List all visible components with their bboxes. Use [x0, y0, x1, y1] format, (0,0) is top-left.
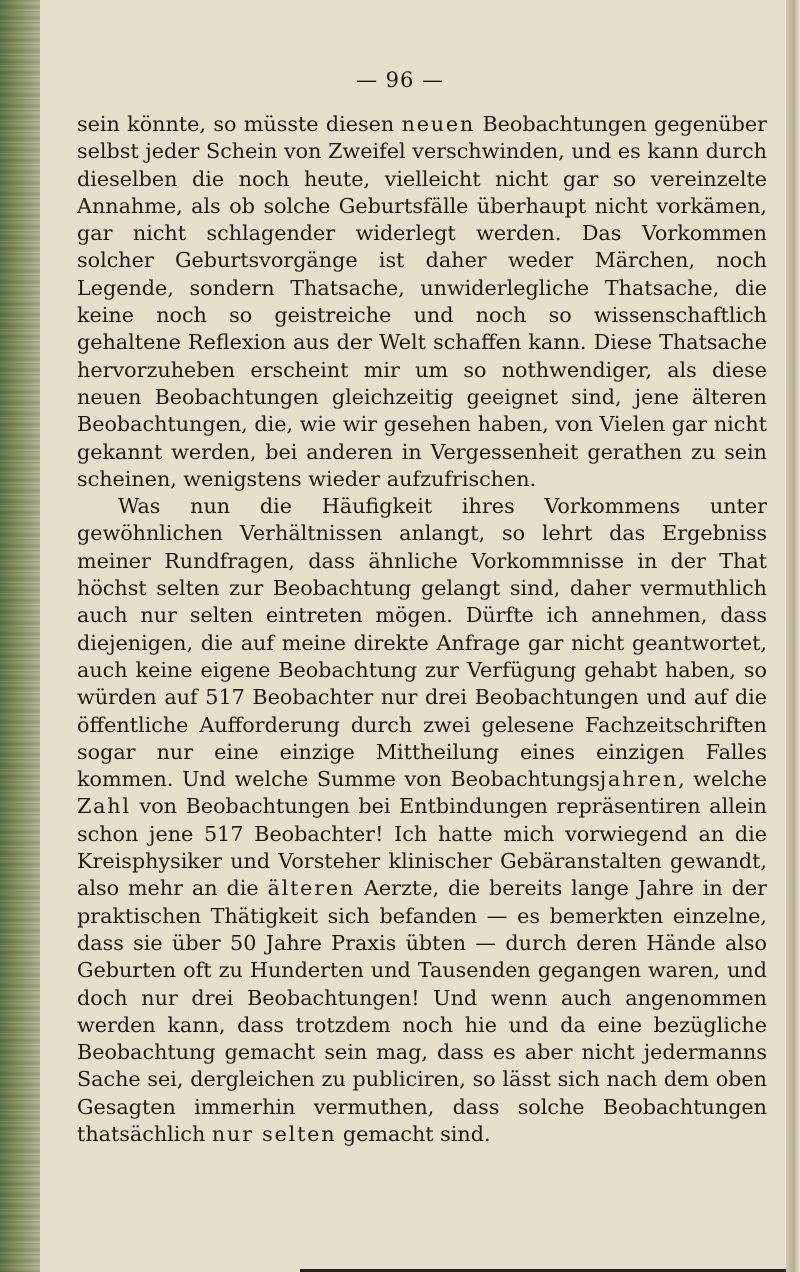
paragraph-1 — [77, 111, 767, 493]
paragraph-2-text: Was nun die Häufigkeit ihres Vorkommens unter gewöhnlichen Verhältnissen anlangt, so lehrt das Ergebniss meiner Rundfragen, dass ähnliche Vorkommnisse in der That höchst selten zur Beobachtung gelangt sind, daher vermuthlich auch nur selten eintreten mögen. Dürfte ich annehmen, dass diejenigen, die auf meine direkte Anfrage gar nicht geantwortet, auch keine eigene Beobachtung zur Verfügung gehabt haben, so würden auf 517 Beobachter nur drei Beobachtungen und auf die öffentliche Aufforderung durch zwei gelesene Fachzeitschriften sogar nur eine einzige Mittheilung eines einzigen Falles kommen. Und welche Summe von Beobachtungs — [77, 494, 767, 792]
scan-left-edge — [0, 0, 40, 1272]
paragraph-2-text: gemacht sind. — [336, 1121, 491, 1146]
scan-right-edge — [786, 0, 800, 1272]
paragraph-2 — [77, 493, 767, 1148]
emphasis-nur-selten: nur selten — [211, 1121, 337, 1146]
emphasis-neuen: neuen — [401, 112, 476, 136]
emphasis-zahl: Zahl — [77, 794, 131, 819]
emphasis-jahren: jahren — [599, 767, 679, 792]
paragraph-2-text: , welche — [678, 767, 767, 792]
emphasis-aelteren: älteren — [267, 876, 356, 901]
paragraph-2-text: von Beobachtungen bei Entbindungen repräsentiren allein schon jene 517 Beobachter! Ich hatte mich vorwiegend an die Kreisphysiker und Vorsteher klinischer Gebäranstalten gewandt, also mehr an die — [77, 794, 767, 901]
page-body — [77, 111, 767, 1148]
paragraph-1-text: sein könnte, so müsste diesen — [77, 112, 402, 136]
page-number: — 96 — — [355, 68, 445, 92]
paragraph-2-text: Aerzte, die bereits lange Jahre in der praktischen Thätigkeit sich befanden — es bemerkten einzelne, dass sie über 50 Jahre Praxis übten — durch deren Hände also Geburten oft zu Hunderten und Tausenden gegangen waren, und doch nur drei Beobachtungen! Und wenn auch angenommen werden kann, dass trotzdem noch hie und da eine bezügliche Beobachtung gemacht sein mag, dass es aber nicht jedermanns Sache sei, dergleichen zu publiciren, so lässt sich nach dem oben Gesagten immerhin vermuthen, dass solche Beobachtungen thatsächlich — [77, 876, 767, 1146]
paragraph-1-text: Beobachtungen gegenüber selbst jeder Schein von Zweifel verschwinden, und es kann durch dieselben die noch heute, vielleicht nicht gar so vereinzelte Annahme, als ob solche Geburtsfälle überhaupt nicht vorkämen, gar nicht schlagender widerlegt werden. Das Vorkommen solcher Geburtsvorgänge ist daher weder Märchen, noch Legende, sondern Thatsache, unwiderlegliche Thatsache, die keine noch so geistreiche und noch so wissenschaftlich gehaltene Reflexion aus der Welt schaffen kann. Diese Thatsache hervorzuheben erscheint mir um so nothwendiger, als diese neuen Beobachtungen gleichzeitig geeignet sind, jene älteren Beobachtungen, die, wie wir gesehen haben, von Vielen gar nicht gekannt werden, bei anderen in Vergessenheit gerathen zu sein scheinen, wenigstens wieder aufzufrischen. — [77, 112, 767, 491]
